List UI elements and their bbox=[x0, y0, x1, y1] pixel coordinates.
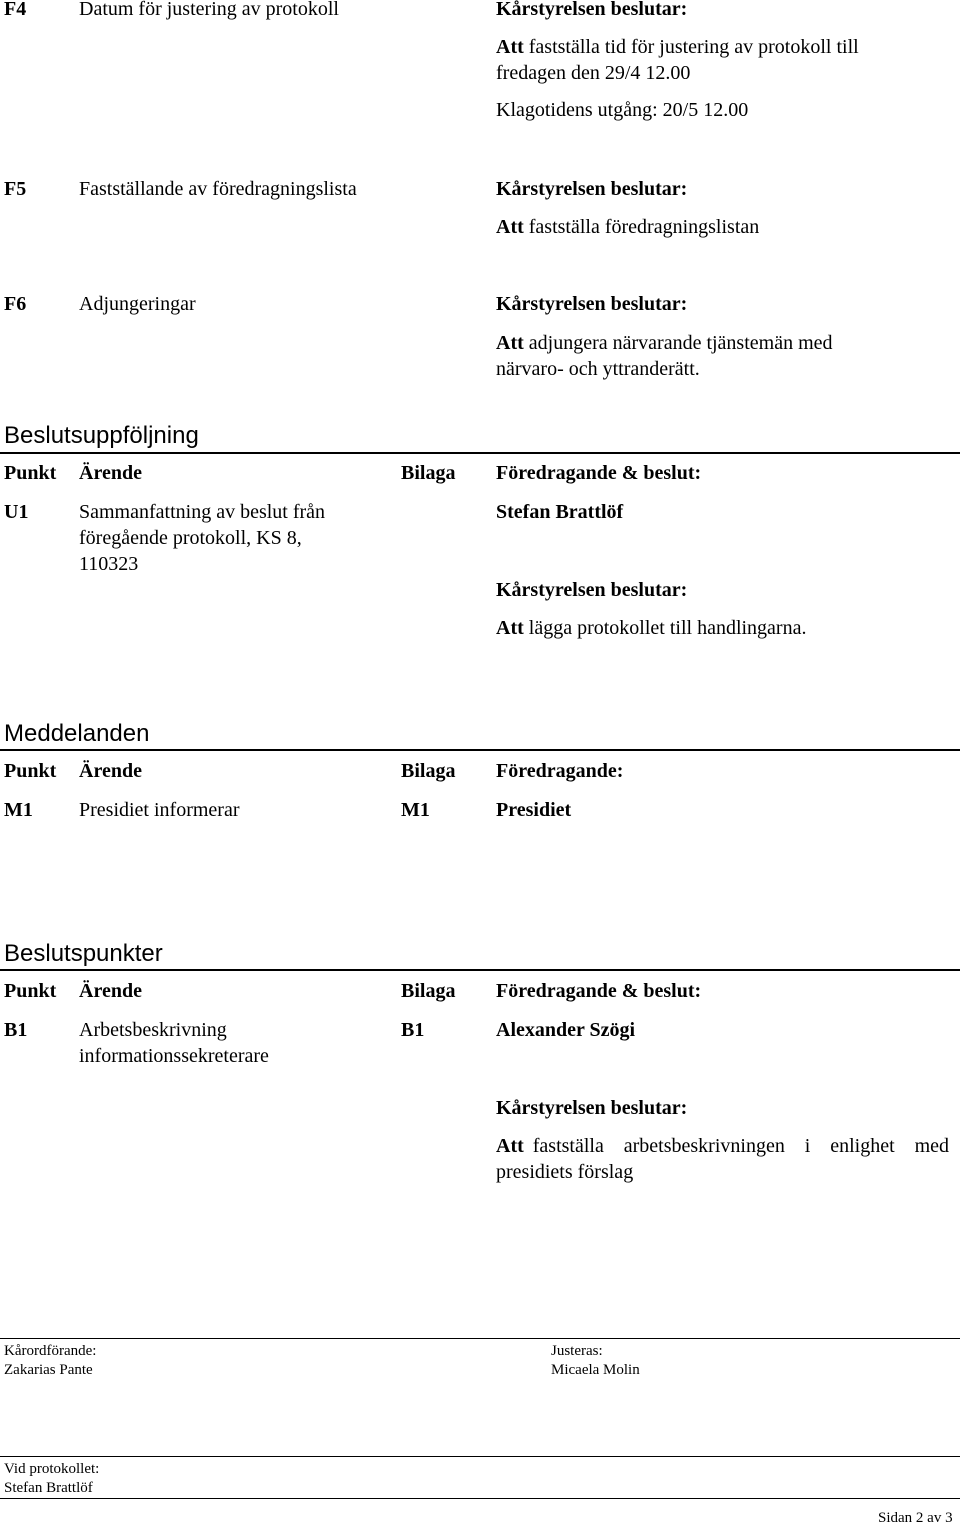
item-b1-foredragande: Alexander Szögi bbox=[496, 1019, 636, 1041]
item-f5-decision-heading: Kårstyrelsen beslutar: bbox=[496, 178, 688, 200]
signature-line bbox=[0, 1456, 960, 1457]
item-f4-arende: Datum för justering av protokoll bbox=[79, 0, 339, 20]
item-b1-arende-line-2: informationssekreterare bbox=[79, 1045, 269, 1067]
header-bilaga: Bilaga bbox=[401, 760, 456, 782]
item-u1-decision bbox=[496, 615, 806, 641]
section-divider bbox=[0, 969, 960, 971]
item-f6-decision-line-2: närvaro- och yttranderätt. bbox=[496, 358, 700, 380]
karordforande-name: Zakarias Pante bbox=[4, 1362, 93, 1378]
header-foredragande: Föredragande: bbox=[496, 760, 624, 782]
vid-protokollet-name: Stefan Brattlöf bbox=[4, 1480, 93, 1496]
justeras-name: Micaela Molin bbox=[551, 1362, 640, 1378]
item-f6-decision-line-1 bbox=[496, 330, 833, 356]
item-f6-punkt: F6 bbox=[4, 293, 27, 315]
header-arende: Ärende bbox=[79, 980, 142, 1002]
att-label: Att bbox=[496, 1135, 524, 1157]
item-f6-decision-heading: Kårstyrelsen beslutar: bbox=[496, 293, 688, 315]
item-u1-decision-heading: Kårstyrelsen beslutar: bbox=[496, 579, 688, 601]
header-foredragande: Föredragande & beslut: bbox=[496, 980, 702, 1002]
item-f4-decision-line-1 bbox=[496, 34, 859, 60]
header-arende: Ärende bbox=[79, 462, 142, 484]
item-u1-arende-line-1: Sammanfattning av beslut från bbox=[79, 501, 326, 523]
item-f4-punkt: F4 bbox=[4, 0, 27, 20]
att-label: Att bbox=[496, 216, 524, 238]
header-bilaga: Bilaga bbox=[401, 462, 456, 484]
item-f4-decision-line-2: fredagen den 29/4 12.00 bbox=[496, 62, 691, 84]
item-f6-arende: Adjungeringar bbox=[79, 293, 196, 315]
page-number: Sidan 2 av 3 bbox=[878, 1510, 953, 1526]
header-punkt: Punkt bbox=[4, 760, 57, 782]
item-f5-arende: Fastställande av föredragningslista bbox=[79, 178, 357, 200]
decision-text: fastställa föredragningslistan bbox=[528, 216, 760, 238]
item-u1-foredragande: Stefan Brattlöf bbox=[496, 501, 624, 523]
header-punkt: Punkt bbox=[4, 462, 57, 484]
att-label: Att bbox=[496, 36, 524, 58]
item-f5-decision bbox=[496, 214, 759, 240]
item-b1-decision-line-2: presidiets förslag bbox=[496, 1161, 634, 1183]
item-m1-foredragande: Presidiet bbox=[496, 799, 572, 821]
header-foredragande: Föredragande & beslut: bbox=[496, 462, 702, 484]
section-title-beslutspunkter: Beslutspunkter bbox=[4, 940, 163, 967]
item-b1-punkt: B1 bbox=[4, 1019, 28, 1041]
item-b1-arende-line-1: Arbetsbeskrivning bbox=[79, 1019, 227, 1041]
footer-line bbox=[0, 1498, 960, 1499]
header-bilaga: Bilaga bbox=[401, 980, 456, 1002]
decision-text: adjungera närvarande tjänstemän med bbox=[528, 332, 833, 354]
item-m1-bilaga: M1 bbox=[401, 799, 430, 821]
item-b1-bilaga: B1 bbox=[401, 1019, 425, 1041]
item-m1-arende: Presidiet informerar bbox=[79, 799, 240, 821]
att-label: Att bbox=[496, 332, 524, 354]
decision-text: fastställa tid för justering av protokoll till bbox=[528, 36, 859, 58]
section-divider bbox=[0, 749, 960, 751]
karordforande-label: Kårordförande: bbox=[4, 1343, 97, 1359]
section-title-beslutsuppfoljning: Beslutsuppföljning bbox=[4, 422, 199, 449]
justeras-label: Justeras: bbox=[551, 1343, 603, 1359]
decision-text: lägga protokollet till handlingarna. bbox=[528, 617, 807, 639]
item-f4-klagotid: Klagotidens utgång: 20/5 12.00 bbox=[496, 99, 749, 121]
item-u1-punkt: U1 bbox=[4, 501, 29, 523]
header-arende: Ärende bbox=[79, 760, 142, 782]
item-u1-arende-line-2: föregående protokoll, KS 8, bbox=[79, 527, 302, 549]
section-divider bbox=[0, 452, 960, 454]
item-u1-arende-line-3: 110323 bbox=[79, 553, 139, 575]
item-f5-punkt: F5 bbox=[4, 178, 27, 200]
item-m1-punkt: M1 bbox=[4, 799, 33, 821]
decision-text: fastställa arbetsbeskrivningen i enlighet med bbox=[532, 1135, 949, 1157]
item-b1-decision-heading: Kårstyrelsen beslutar: bbox=[496, 1097, 688, 1119]
header-punkt: Punkt bbox=[4, 980, 57, 1002]
item-f4-decision-heading: Kårstyrelsen beslutar: bbox=[496, 0, 688, 20]
item-b1-decision-line-1 bbox=[496, 1133, 949, 1159]
att-label: Att bbox=[496, 617, 524, 639]
signature-line bbox=[0, 1338, 960, 1339]
vid-protokollet-label: Vid protokollet: bbox=[4, 1461, 100, 1477]
section-title-meddelanden: Meddelanden bbox=[4, 720, 150, 747]
